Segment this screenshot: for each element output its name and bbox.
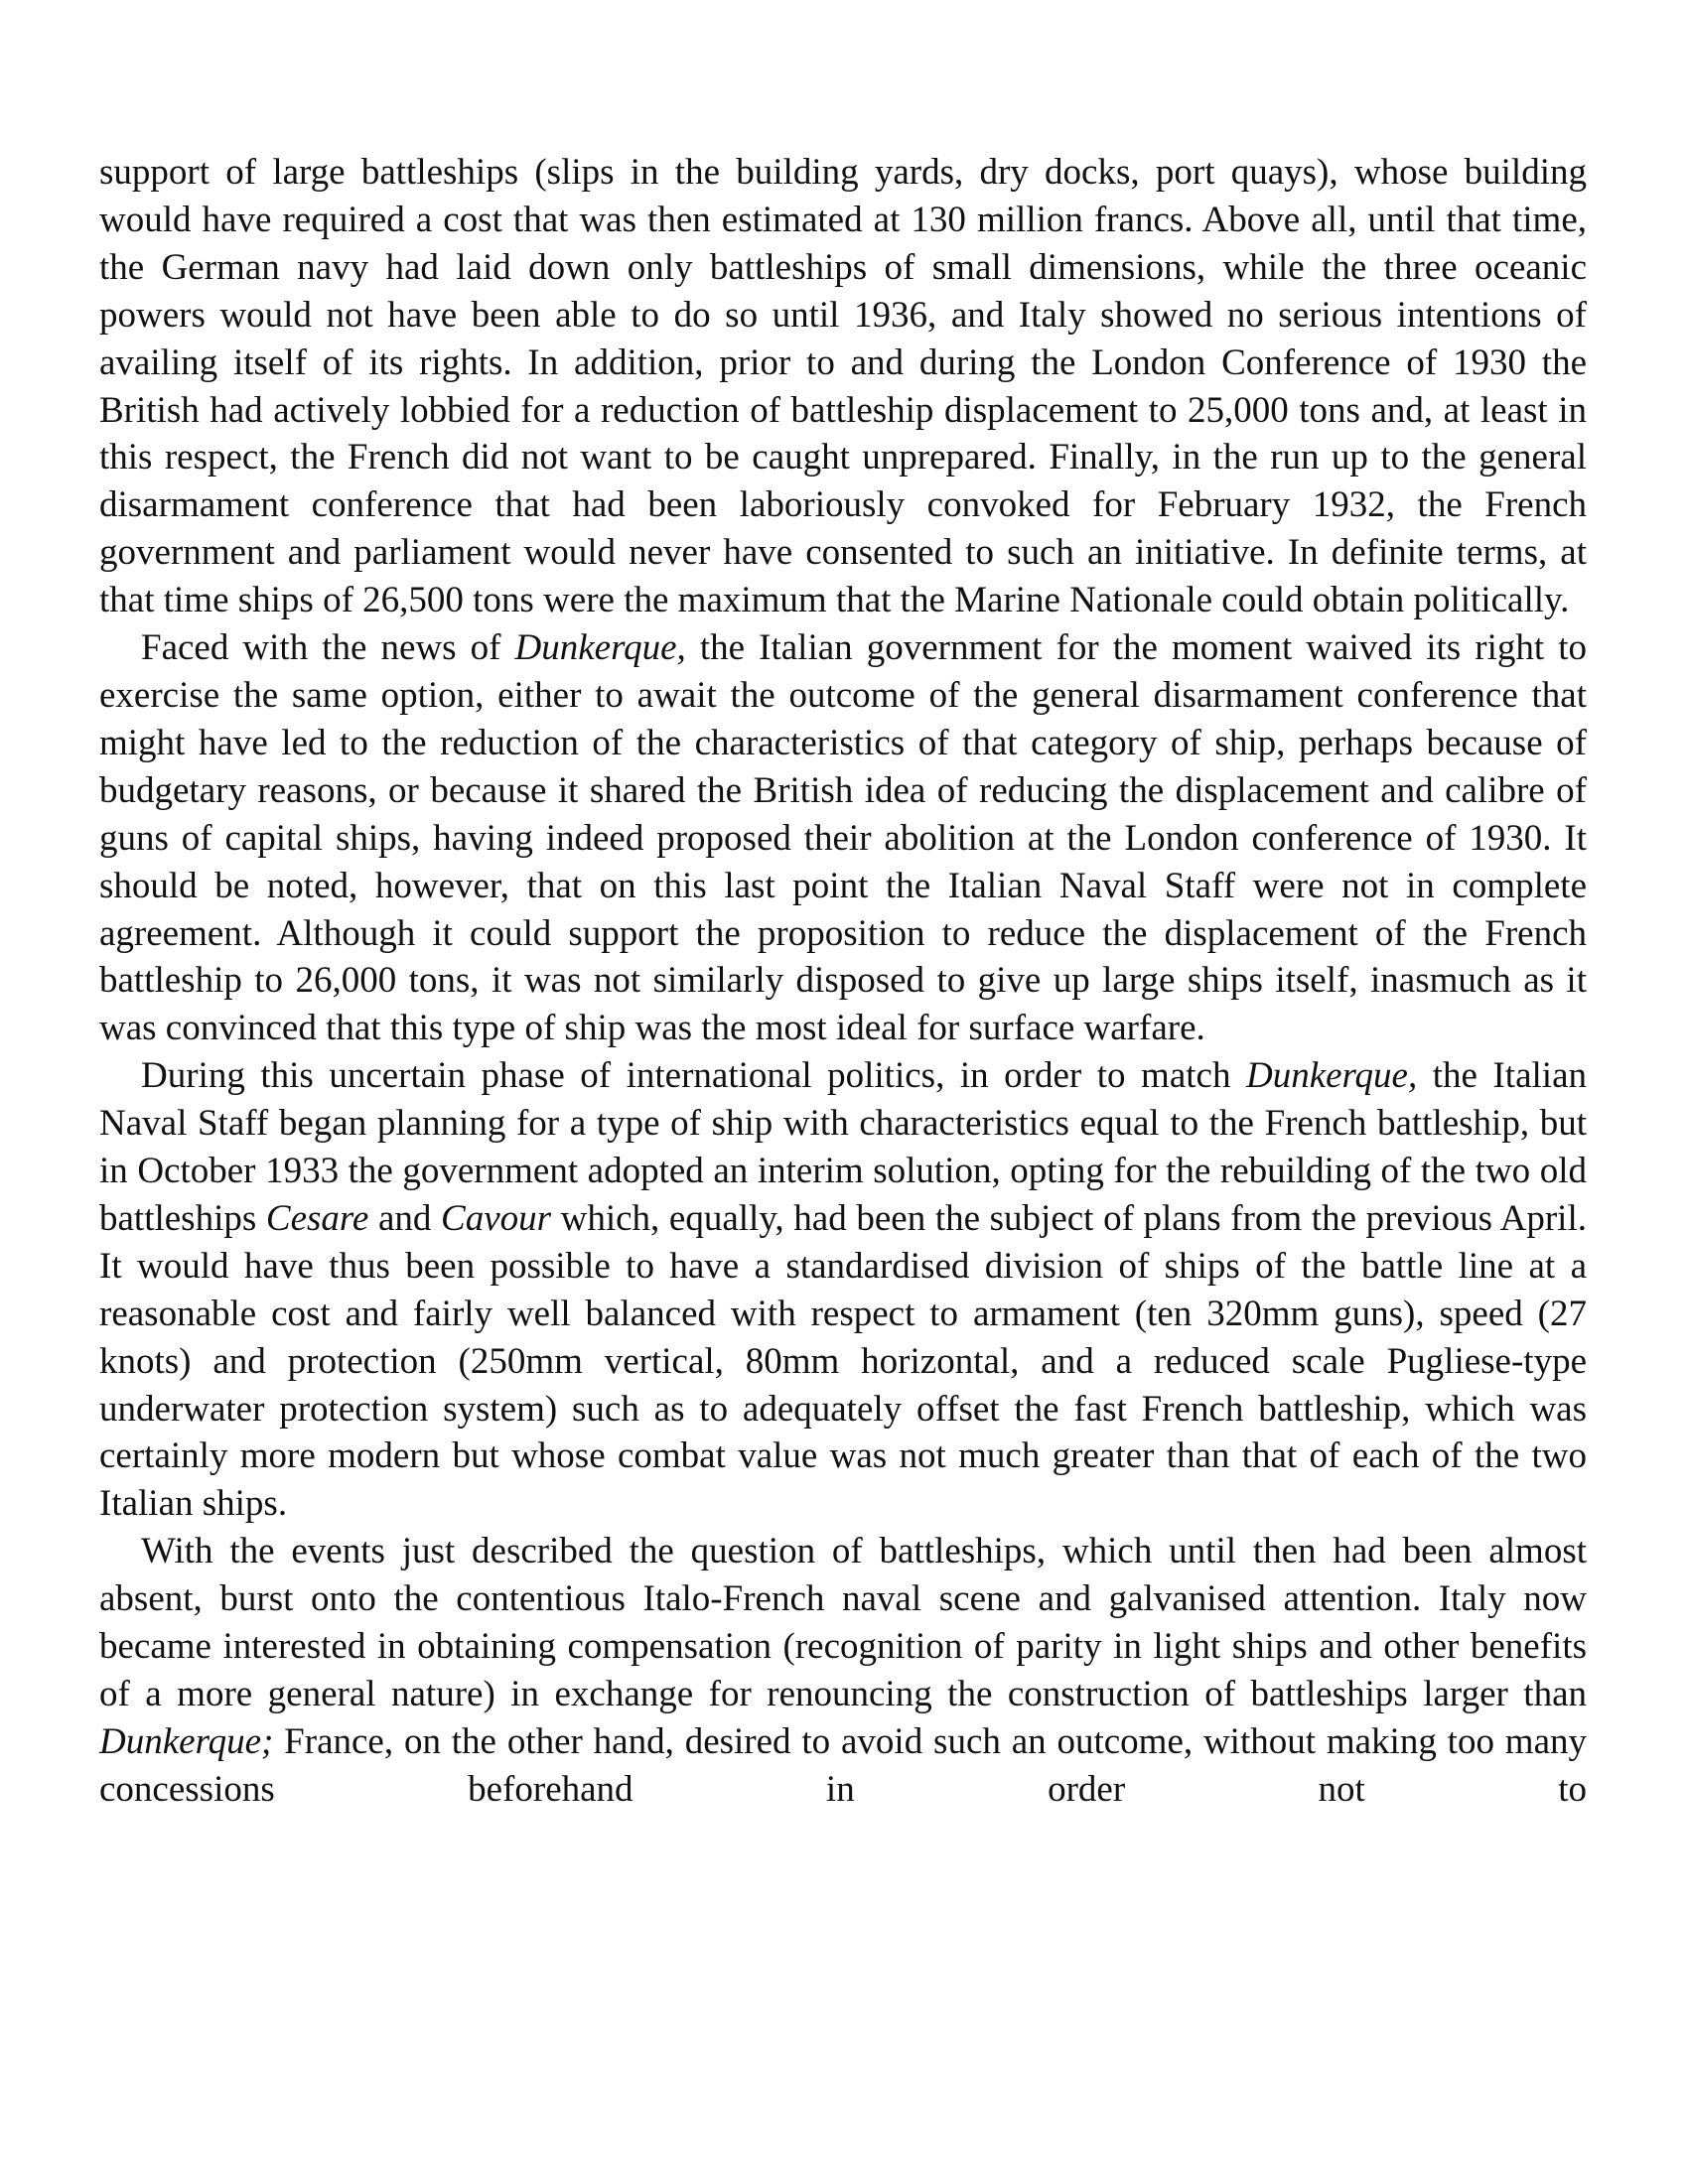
- paragraph-text: which, equally, had been the subject of plans from the previous April. It would have thus been possible to have a standardised division of ships of the battle line at a reasonable cost and fairly well balanced with respect to armament (ten 320mm guns), speed (27 knots) and protection (250mm vertical, 80mm horizontal, and a reduced scale Pugliese-type underwater protection system) such as to adequately offset the fast French battleship, which was certainly more modern but whose combat value was not much greater than that of each of the two Italian ships.: [99, 1197, 1587, 1525]
- paragraph: [99, 1052, 1587, 1528]
- paragraph-text: support of large battleships (slips in the building yards, dry docks, port quays), whose building would have required a cost that was then estimated at 130 million francs. Above all, until that time, the German navy had laid down only battleships of small dimensions, while the three oceanic powers would not have been able to do so until 1936, and Italy showed no serious intentions of availing itself of its rights. In addition, prior to and during the London Conference of 1930 the British had actively lobbied for a reduction of battleship displacement to 25,000 tons and, at least in this respect, the French did not want to be caught unprepared. Finally, in the run up to the general disarmament conference that had been laboriously convoked for February 1932, the French government and parliament would never have consented to such an initiative. In definite terms, at that time ships of 26,500 tons were the maximum that the Marine Nationale could obtain politically.: [99, 152, 1587, 621]
- paragraph-text: the Italian government for the moment waived its right to exercise the same option, either to await the outcome of the general disarmament conference that might have led to the reduction of the characteristics of that category of ship, perhaps because of budgetary reasons, or because it shared the British idea of reducing the displacement and calibre of guns of capital ships, having indeed proposed their abolition at the London conference of 1930. It should be noted, however, that on this last point the Italian Naval Staff were not in complete agreement. Although it could support the proposition to reduce the displacement of the French battleship to 26,000 tons, it was not similarly disposed to give up large ships itself, inasmuch as it was convinced that this type of ship was the most ideal for surface warfare.: [99, 627, 1587, 1049]
- paragraph-text: France, on the other hand, desired to avoid such an outcome, without making too many concessions beforehand in order not to: [99, 1720, 1587, 1810]
- ship-name-italic: Cesare: [265, 1197, 369, 1239]
- ship-name-italic: Dunkerque,: [514, 627, 686, 669]
- ship-name-italic: Dunkerque,: [1245, 1055, 1418, 1097]
- document-page: [99, 149, 1587, 1814]
- paragraph-text: the Italian Naval Staff began planning for a type of ship with characteristics equal to the French battleship, but in October 1933 the government adopted an interim solution, opting for the rebuilding of the two old battleships: [99, 1055, 1587, 1239]
- paragraph-text: Faced with the news of: [141, 627, 515, 669]
- paragraph: [99, 149, 1587, 624]
- paragraph-text: and: [368, 1197, 442, 1239]
- paragraph-text: During this uncertain phase of international politics, in order to match: [141, 1055, 1246, 1097]
- ship-name-italic: Cavour: [441, 1197, 552, 1239]
- paragraph-text: With the events just described the question of battleships, which until then had been almost absent, burst onto the contentious Italo-French naval scene and galvanised attention. Italy now became interested in obtaining compensation (recognition of parity in light ships and other benefits of a more general nature) in exchange for renouncing the construction of battleships larger than: [99, 1531, 1587, 1714]
- ship-name-italic: Dunkerque;: [99, 1720, 274, 1762]
- paragraph: [99, 1528, 1587, 1813]
- paragraph: [99, 624, 1587, 1052]
